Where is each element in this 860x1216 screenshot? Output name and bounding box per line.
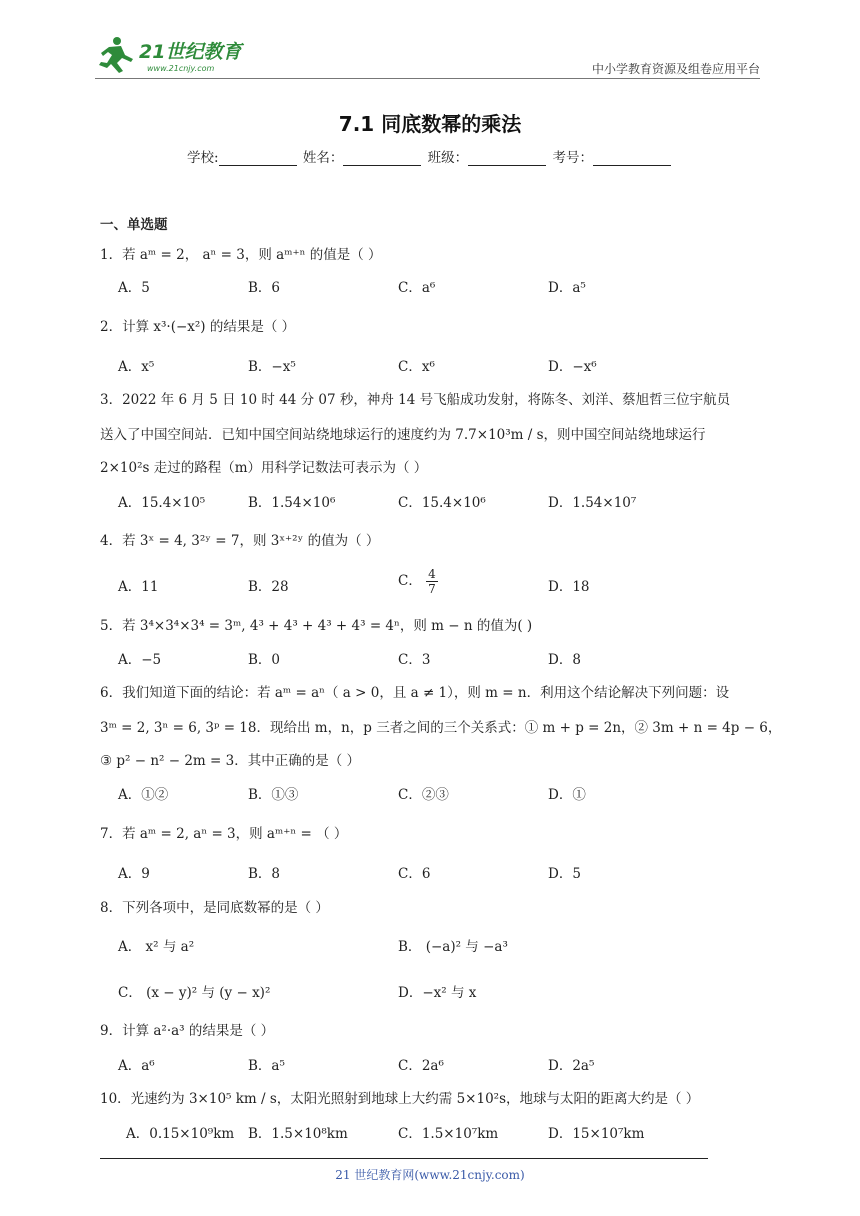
q5-option-c[interactable]: C．3	[398, 652, 431, 668]
q2-option-d[interactable]: D．−x⁶	[548, 359, 597, 375]
q7-option-c[interactable]: C．6	[398, 866, 431, 882]
q6-option-b[interactable]: B．①③	[248, 787, 299, 803]
q9-option-d[interactable]: D．2a⁵	[548, 1058, 595, 1074]
q4-option-c-label: C．	[398, 573, 422, 589]
question-3-line-2: 送入了中国空间站．已知中国空间站绕地球运行的速度约为 7.7×10³m / s，则中国空间站绕地球运行	[100, 427, 706, 443]
svg-text:21世纪教育: 21世纪教育	[139, 41, 242, 63]
class-label: 班级：	[427, 150, 469, 166]
q6-option-a[interactable]: A．①②	[118, 787, 169, 803]
q3-option-b[interactable]: B．1.54×10⁶	[248, 495, 336, 511]
q8-option-a[interactable]: A． x² 与 a²	[118, 939, 195, 955]
q4-option-c[interactable]	[398, 567, 438, 596]
logo	[95, 35, 260, 75]
q7-option-a[interactable]: A．9	[118, 866, 150, 882]
school-label: 学校:	[187, 150, 219, 166]
fraction-denominator: 7	[428, 582, 436, 596]
page-header	[95, 30, 760, 82]
question-8: 8．下列各项中，是同底数幂的是（ ）	[100, 900, 329, 916]
question-3-line-1: 3．2022 年 6 月 5 日 10 时 44 分 07 秒，神舟 14 号飞船成功发射，将陈冬、刘洋、蔡旭哲三位宇航员	[100, 392, 731, 408]
q10-option-c[interactable]: C．1.5×10⁷km	[398, 1126, 499, 1142]
name-label: 姓名：	[302, 150, 344, 166]
q5-option-b[interactable]: B．0	[248, 652, 281, 668]
question-2: 2．计算 x³·(−x²) 的结果是（ ）	[100, 319, 296, 335]
q6-option-d[interactable]: D．①	[548, 787, 586, 803]
q9-option-c[interactable]: C．2a⁶	[398, 1058, 444, 1074]
q10-option-d[interactable]: D．15×10⁷km	[548, 1126, 645, 1142]
question-6-line-1: 6．我们知道下面的结论：若 aᵐ = aⁿ（ a > 0，且 a ≠ 1），则 m = n．利用这个结论解决下列问题：设	[100, 685, 730, 701]
name-blank[interactable]	[343, 151, 421, 166]
q10-option-a[interactable]: A．0.15×10⁹km	[126, 1126, 235, 1142]
q2-option-c[interactable]: C．x⁶	[398, 359, 435, 375]
page-title: 7.1 同底数幂的乘法	[338, 112, 522, 136]
q3-option-d[interactable]: D．1.54×10⁷	[548, 495, 637, 511]
student-info	[0, 146, 860, 166]
q4-option-a[interactable]: A．11	[118, 579, 159, 595]
q7-option-d[interactable]: D．5	[548, 866, 581, 882]
platform-label: 中小学教育资源及组卷应用平台	[591, 62, 760, 76]
q5-option-a[interactable]: A．−5	[118, 652, 162, 668]
q3-option-c[interactable]: C．15.4×10⁶	[398, 495, 486, 511]
footer-divider	[100, 1158, 708, 1159]
footer-text: 21 世纪教育网(www.21cnjy.com)	[335, 1168, 525, 1182]
q1-option-a[interactable]: A．5	[118, 280, 150, 296]
q1-option-c[interactable]: C．a⁶	[398, 280, 436, 296]
exam-no-label: 考号：	[552, 150, 593, 166]
q8-option-b[interactable]: B． (−a)² 与 −a³	[398, 939, 508, 955]
question-1: 1．若 aᵐ = 2， aⁿ = 3，则 aᵐ⁺ⁿ 的值是（ ）	[100, 247, 382, 263]
question-5: 5．若 3⁴×3⁴×3⁴ = 3ᵐ, 4³ + 4³ + 4³ + 4³ = 4ⁿ，则 m − n 的值为( )	[100, 618, 533, 634]
section-heading: 一、单选题	[100, 217, 168, 233]
q5-option-d[interactable]: D．8	[548, 652, 581, 668]
question-3-line-3: 2×10²s 走过的路程（m）用科学记数法可表示为（ ）	[100, 460, 428, 476]
fraction-numerator: 4	[428, 567, 436, 581]
q1-option-b[interactable]: B．6	[248, 280, 281, 296]
header-divider	[95, 78, 760, 79]
q4-option-d[interactable]: D．18	[548, 579, 590, 595]
q9-option-b[interactable]: B．a⁵	[248, 1058, 285, 1074]
class-blank[interactable]	[468, 151, 546, 166]
q8-option-c[interactable]: C． (x − y)² 与 (y − x)²	[118, 985, 271, 1001]
svg-text:www.21cnjy.com: www.21cnjy.com	[147, 64, 215, 73]
q8-option-d[interactable]: D．−x² 与 x	[398, 985, 477, 1001]
q2-option-b[interactable]: B．−x⁵	[248, 359, 296, 375]
question-6-line-2: 3ᵐ = 2, 3ⁿ = 6, 3ᵖ = 18．现给出 m，n，p 三者之间的三个关系式：① m + p = 2n，② 3m + n = 4p − 6，	[100, 720, 782, 736]
q2-option-a[interactable]: A．x⁵	[118, 359, 155, 375]
question-10: 10．光速约为 3×10⁵ km / s，太阳光照射到地球上大约需 5×10²s，地球与太阳的距离大约是（ ）	[100, 1091, 700, 1107]
q7-option-b[interactable]: B．8	[248, 866, 281, 882]
exam-no-blank[interactable]	[593, 151, 671, 166]
question-9: 9．计算 a²·a³ 的结果是（ ）	[100, 1023, 275, 1039]
q9-option-a[interactable]: A．a⁶	[118, 1058, 155, 1074]
question-6-line-3: ③ p² − n² − 2m = 3．其中正确的是（ ）	[100, 753, 361, 769]
question-4: 4．若 3ˣ = 4, 3²ʸ = 7，则 3ˣ⁺²ʸ 的值为（ ）	[100, 533, 380, 549]
school-blank[interactable]	[219, 151, 297, 166]
question-7: 7．若 aᵐ = 2, aⁿ = 3，则 aᵐ⁺ⁿ = （ ）	[100, 826, 348, 842]
q10-option-b[interactable]: B．1.5×10⁸km	[248, 1126, 348, 1142]
q3-option-a[interactable]: A．15.4×10⁵	[118, 495, 206, 511]
q1-option-d[interactable]: D．a⁵	[548, 280, 586, 296]
q6-option-c[interactable]: C．②③	[398, 787, 449, 803]
q4-option-b[interactable]: B．28	[248, 579, 289, 595]
fraction	[426, 567, 438, 596]
